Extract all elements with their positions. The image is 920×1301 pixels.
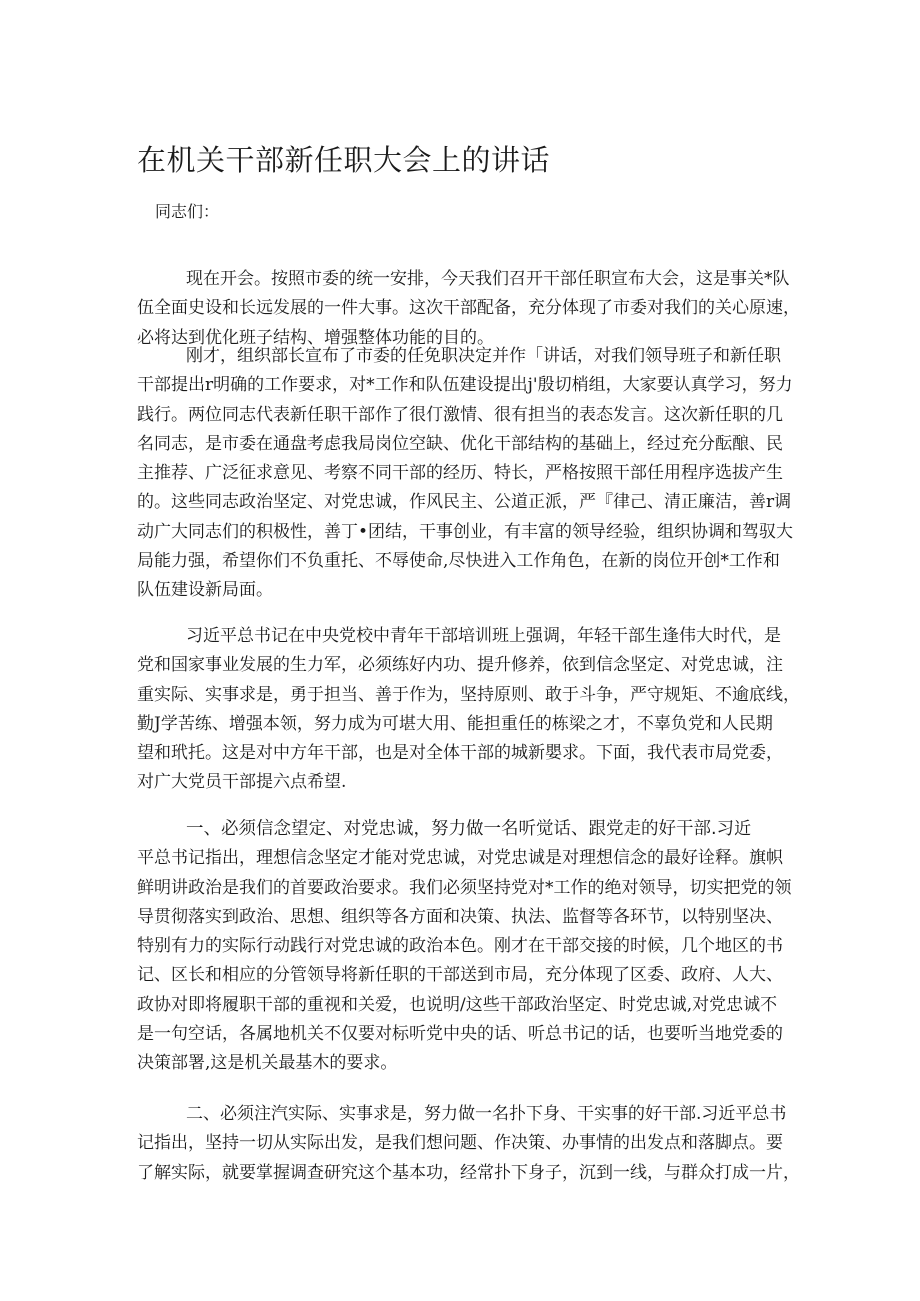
paragraph-line: 对广大党员干部提六点希望. xyxy=(137,772,347,793)
section-heading: 一、必须信念望定、对党忠诚，努力做一名听觉话、跟党走的好干部.习 xyxy=(186,819,735,839)
paragraph-line: 决策部署,这是机关最基木的要求。 xyxy=(137,1053,398,1074)
paragraph-line: 主推荐、广泛征求意见、考察不同干部的经历、特长，严格按照干部任用程序选拔产生 xyxy=(137,463,783,484)
paragraph-line: 队伍建设新局面。 xyxy=(137,580,273,601)
paragraph-line: 平总书记指出，理想信念坚定才能对党忠诚，对党忠诚是对理想信念的最好诠释。旗帜 xyxy=(137,848,783,869)
paragraph xyxy=(137,815,792,1079)
paragraph-line xyxy=(137,815,792,844)
section-heading-tail: 近 xyxy=(734,819,752,839)
paragraph-line: 动广大同志们的积极性，善丁•团结，干事创业，有丰富的领导经验，组织协调和驾驭大 xyxy=(137,521,794,542)
paragraph-line: 是一句空话，各属地机关不仅要对标听党中央的话、听总书记的话，也要听当地党委的 xyxy=(137,1024,783,1045)
paragraph-line: 政协对即将履职干部的重视和关爱，也说明/这些干部政治坚定、时党忠诚,对党忠诚不 xyxy=(137,994,778,1015)
paragraph-line: 刚才，组织部长宣布了市委的任免职决定并作「讲话，对我们领导班子和新任职 xyxy=(186,346,781,366)
paragraph xyxy=(137,342,793,606)
paragraph xyxy=(137,622,800,798)
paragraph-line: 记、区长和相应的分管领导将新任职的干部送到市局，充分体现了区委、政府、人大、 xyxy=(137,965,783,986)
paragraph-line: 特别有力的实际行动践行对党忠诚的政治本色。刚才在干部交接的时候，几个地区的书 xyxy=(137,936,783,957)
paragraph-line: 必将达到优化班子结构、增强整体功能的目的。 xyxy=(137,327,494,348)
paragraph-line: 局能力强，希望你们不负重托、不辱使命,尽快进入工作角色，在新的岗位开创*工作和 xyxy=(137,551,780,572)
document-title: 在机关干部新任职大会上的讲话 xyxy=(137,143,551,177)
paragraph-line: 导贯彻落实到政治、思想、组织等各方面和决策、执法、监督等各环节，以特别坚决、 xyxy=(137,906,783,927)
salutation: 同志们： xyxy=(155,202,220,221)
paragraph-line: 记指出，坚持一切从实际出发，是我们想问题、作决策、办事情的出发点和落脚点。要 xyxy=(137,1133,783,1154)
paragraph-line: 二、必须注汽实际、实事求是，努力做一名扑下身、干实事的好干部.习近平总书 xyxy=(186,1104,787,1124)
paragraph-line: 鲜明讲政治是我们的首要政治要求。我们必须坚持党对*工作的绝对领导，切实把党的领 xyxy=(137,877,792,898)
paragraph-line: 了解实际，就要掌握调查研究这个基本功，经常扑下身子，沉到一线，与群众打成一片， xyxy=(137,1162,800,1183)
paragraph xyxy=(137,1100,800,1188)
paragraph-line: 党和国家事业发展的生力军，必须练好内功、提升修养，依到信念坚定、对党忠诚，注 xyxy=(137,655,783,676)
paragraph-line: 践行。两位同志代表新任职干部作了很仃激情、很有担当的表态发言。这次新任职的几 xyxy=(137,404,783,425)
paragraph-line: 现在开会。按照市委的统一安排，今天我们召开干部任职宣布大会，这是事关*队 xyxy=(186,269,790,289)
paragraph xyxy=(137,265,800,353)
paragraph-line: 的。这些同志政治坚定、对党忠诚，作风民主、公道正派，严『律己、清正廉洁，善r调 xyxy=(137,492,792,513)
paragraph-line: 伍全面史设和长远发展的一件大事。这次干部配备，充分体现了市委对我们的关心原速， xyxy=(137,298,800,319)
paragraph-line: 名同志，是市委在通盘考虑我局岗位空缺、优化干部结构的基础上，经过充分酝酿、民 xyxy=(137,433,783,454)
paragraph-line: 望和玳托。这是对中方年干部，也是对全体干部的城新嬰求。下面，我代表市局党委， xyxy=(137,743,783,764)
paragraph-line: 干部提出r明确的工作要求，对*工作和队伍建设提出j'殷切梢组，大家要认真学习，努力 xyxy=(137,375,793,396)
paragraph-line: 习近平总书记在中央党校中青年干部培训班上强调，年轻干部生逢伟大时代，是 xyxy=(186,626,781,646)
paragraph-line: 勤J学苦练、增强本领，努力成为可堪大用、能担重任的栋梁之才，不辜负党和人民期 xyxy=(137,713,773,734)
paragraph-line: 重实际、实事求是，勇于担当、善于作为，坚持原则、敢于斗争，严守规矩、不逾底线， xyxy=(137,684,800,705)
